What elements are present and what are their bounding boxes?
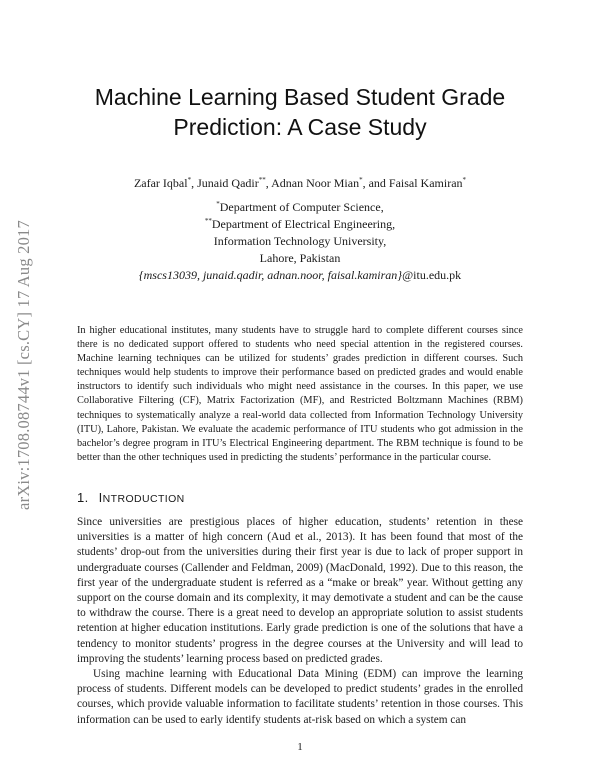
section-title-initial: I [98,490,103,505]
affiliation-mark: * [216,200,220,208]
email-domain: @itu.edu.pk [402,268,462,282]
paper-title [60,82,540,142]
page-number: 1 [297,741,303,753]
affiliation-mark: ** [204,217,212,225]
section-number: 1. [77,490,89,505]
paragraph: Since universities are prestigious places of higher education, students’ retention in these universities is a matter of high concern (Aud et al., 2013). It has been found that most of the students’ drop-out from the universities during their first year is due to lack of proper support in undergraduate courses (Callender and Feldman, 2009) (MacDonald, 1992). Due to this reason, the first year of the undergraduate student is referred as a “make or break” year. Without getting any support on the course domain and its complexity, it may demotivate a student and can be the cause to withdraw the course. There is a great need to develop an appropriate solution to assist students retention at higher education institutions. Early grade prediction is one of the solutions that have a tendency to monitor students’ progress in the degree courses at the University and will lead to improving the students’ learning process based on predicted grades. [77,516,523,665]
section-heading-introduction [77,490,185,505]
author-affiliation-mark: * [187,176,192,184]
affiliation-university: Information Technology University, [213,234,387,248]
abstract: In higher educational institutes, many students have to struggle hard to complete different courses since there is no dedicated support offered to students who need special attention in the registered courses. Machine learning techniques can be utilized for students’ grades prediction in different courses. Such techniques would help students to improve their performance based on predicted grades and would enable instructors to identify such individuals who might need assistance in the courses. In this paper, we use Collaborative Filtering (CF), Matrix Factorization (MF), and Restricted Boltzmann Machines (RBM) techniques to systematically analyze a real-world data collected from Information Technology University (ITU), Lahore, Pakistan. We evaluate the academic performance of ITU students who got admission in the bachelor’s degree program in ITU’s Electrical Engineering department. The RBM technique is found to be better than the other techniques used in predicting the students’ performance in the particular course. [77,325,523,463]
email-users: {mscs13039, junaid.qadir, adnan.noor, faisal.kamiran} [138,268,403,282]
paragraph: Using machine learning with Educational Data Mining (EDM) can improve the learning process of students. Different models can be developed to predict students’ grades in the enrolled courses, which provide valuable information to facilitate students’ retention in those courses. This information can be used to early identify students at-risk based on which a system can [77,668,523,726]
author-name: Faisal Kamiran [388,176,463,190]
author-emails [60,267,540,284]
author-affiliation-mark: * [462,176,467,184]
author-name: Zafar Iqbal [133,176,188,190]
author-separator: , and [362,176,389,190]
arxiv-stamp-container [9,185,39,545]
affiliation-dept-cs: *Department of Computer Science, [216,200,384,214]
author-list [60,176,540,191]
affiliation-city: Lahore, Pakistan [259,251,341,265]
arxiv-stamp: arXiv:1708.08744v1 [cs.CY] 17 Aug 2017 [14,220,33,510]
author-affiliation-mark: * [359,176,363,184]
body-text [77,515,523,728]
author-name: Junaid Qadir [197,176,259,190]
section-title-rest: NTRODUCTION [102,493,185,505]
affiliations [60,199,540,284]
author-affiliation-mark: ** [258,176,266,184]
author-separator: , [191,176,198,190]
affiliation-dept-ee: **Department of Electrical Engineering, [204,217,396,231]
paper-title-line-2: Prediction: A Case Study [173,114,427,140]
author-name: Adnan Noor Mian [271,176,360,190]
author-separator: , [265,176,272,190]
paper-title-line-1: Machine Learning Based Student Grade [94,84,506,110]
